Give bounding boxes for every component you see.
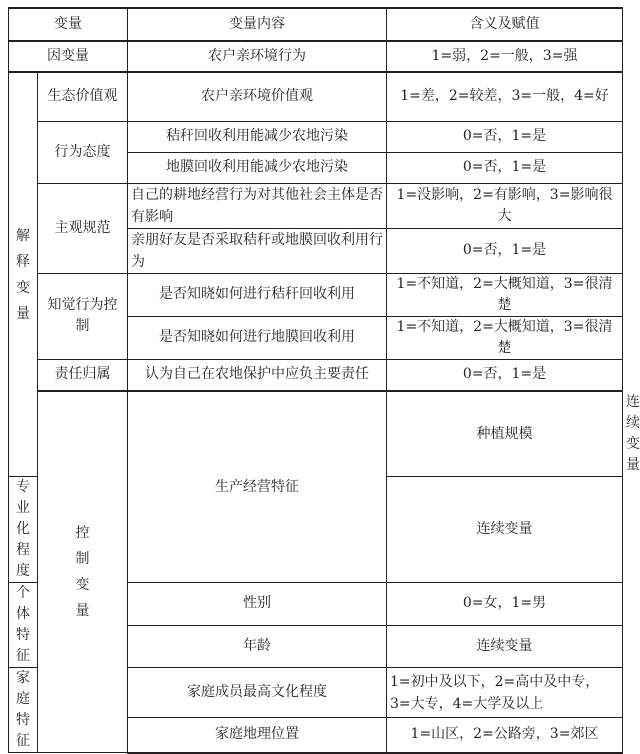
row-content: 秸秆回收利用能减少农地污染 bbox=[128, 121, 387, 152]
subcategory-attitude: 行为态度 bbox=[38, 121, 128, 183]
subcategory-responsibility: 责任归属 bbox=[38, 359, 128, 391]
table-row bbox=[9, 41, 623, 72]
row-content: 家庭成员最高文化程度 bbox=[128, 668, 387, 718]
row-content: 自己的耕地经营行为对其他社会主体是否有影响 bbox=[128, 183, 387, 228]
table-row bbox=[9, 359, 623, 391]
table-row bbox=[9, 72, 623, 121]
row-content: 是否知晓如何进行地膜回收利用 bbox=[128, 316, 387, 359]
row-meaning: 0=否，1=是 bbox=[387, 152, 623, 183]
header-meaning: 含义及赋值 bbox=[387, 8, 623, 41]
dependent-variable-label: 因变量 bbox=[9, 41, 128, 72]
variable-table bbox=[8, 7, 640, 754]
row-meaning: 0=否，1=是 bbox=[387, 121, 623, 152]
header-variable: 变量 bbox=[9, 8, 128, 41]
subcategory-individual: 个体特征 bbox=[9, 583, 38, 668]
row-content: 专业化程度 bbox=[9, 477, 38, 583]
row-meaning: 0=否，1=是 bbox=[387, 228, 623, 273]
row-meaning: 1=不知道，2=大概知道，3=很清楚 bbox=[387, 273, 623, 316]
table-row: 控制变量 生产经营特征 种植规模 连续变量 bbox=[9, 391, 623, 477]
dependent-content: 农户亲环境行为 bbox=[128, 41, 387, 72]
row-content: 认为自己在农地保护中应负主要责任 bbox=[128, 359, 387, 391]
row-content: 家庭地理位置 bbox=[128, 718, 387, 753]
row-meaning: 连续变量 bbox=[387, 477, 623, 583]
subcategory-eco-values: 生态价值观 bbox=[38, 72, 128, 121]
table-row bbox=[9, 183, 623, 228]
explanatory-group-label: 解释变量 bbox=[9, 72, 38, 477]
row-content: 农户亲环境价值观 bbox=[128, 72, 387, 121]
dependent-meaning: 1=弱，2=一般，3=强 bbox=[387, 41, 623, 72]
row-content: 种植规模 bbox=[387, 391, 623, 477]
subcategory-control: 知觉行为控制 bbox=[38, 273, 128, 359]
row-content: 性别 bbox=[128, 583, 387, 626]
row-meaning: 1=不知道，2=大概知道，3=很清楚 bbox=[387, 316, 623, 359]
table-row bbox=[9, 273, 623, 316]
subcategory-family: 家庭特征 bbox=[9, 668, 38, 753]
row-meaning: 1=没影响，2=有影响，3=影响很大 bbox=[387, 183, 623, 228]
table-row bbox=[9, 121, 623, 152]
header-content: 变量内容 bbox=[128, 8, 387, 41]
row-meaning: 1=山区，2=公路旁，3=郊区 bbox=[387, 718, 623, 753]
table-header-row bbox=[9, 8, 623, 41]
controls-group-label: 控制变量 bbox=[38, 391, 128, 753]
row-meaning: 0=否，1=是 bbox=[387, 359, 623, 391]
row-content: 亲朋好友是否采取秸秆或地膜回收利用行为 bbox=[128, 228, 387, 273]
row-content: 地膜回收利用能减少农地污染 bbox=[128, 152, 387, 183]
row-meaning: 连续变量 bbox=[387, 625, 623, 668]
row-meaning: 1=差，2=较差，3=一般，4=好 bbox=[387, 72, 623, 121]
row-content: 是否知晓如何进行秸秆回收利用 bbox=[128, 273, 387, 316]
subcategory-norms: 主观规范 bbox=[38, 183, 128, 273]
row-meaning: 1=初中及以下，2=高中及中专，3=大专，4=大学及以上 bbox=[387, 668, 623, 718]
row-content: 年龄 bbox=[128, 625, 387, 668]
row-meaning: 0=女，1=男 bbox=[387, 583, 623, 626]
subcategory-production: 生产经营特征 bbox=[128, 391, 387, 583]
